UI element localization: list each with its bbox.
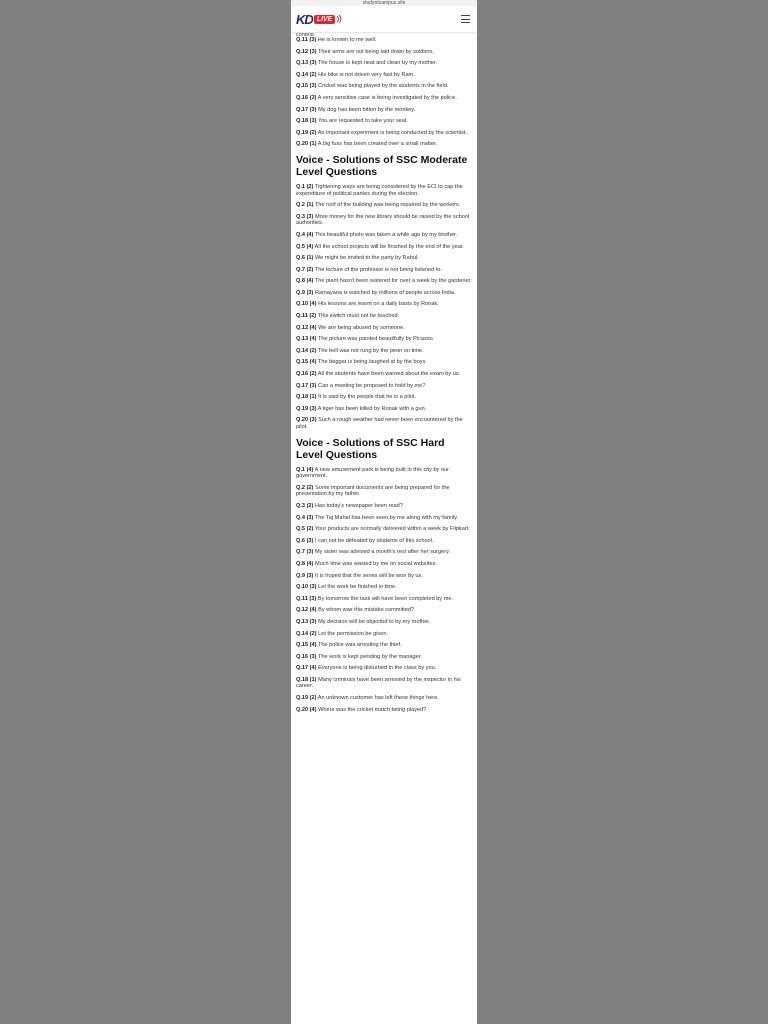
answer-item (296, 677, 472, 690)
question-number: Q.19 (3) (296, 405, 317, 412)
question-number: Q.3 (3) (296, 213, 314, 220)
answer-sentence: Everyone is being disturbed in the class by you. (318, 665, 437, 672)
answer-sentence: An unknown customer has left these things here. (317, 695, 439, 702)
question-number: Q.16 (3) (296, 94, 317, 101)
answer-sentence: A very sensitive case is being investigated by the police. (317, 94, 457, 101)
answer-item (296, 619, 472, 626)
logo-kd-text: KD (296, 11, 313, 27)
question-number: Q.18 (1) (296, 394, 317, 401)
answer-sentence: Ramayana is watched by millions of people across India. (314, 289, 456, 296)
question-number: Q.20 (4) (296, 706, 317, 713)
question-number: Q.7 (3) (296, 549, 314, 556)
answer-item (296, 95, 472, 102)
question-number: Q.9 (3) (296, 572, 314, 579)
question-number: Q.4 (3) (296, 514, 314, 521)
answer-sentence: Cricket was being played by the students in the field. (318, 83, 449, 90)
answer-item (296, 72, 472, 79)
hamburger-menu-icon[interactable] (461, 15, 470, 23)
question-number: Q.5 (2) (296, 526, 314, 533)
answer-item (296, 467, 472, 480)
answer-item (296, 406, 472, 413)
answer-item (296, 371, 472, 378)
answer-item (296, 607, 472, 614)
answer-sentence: All the school projects will be finished by the end of the year. (314, 243, 464, 250)
answer-item (296, 141, 472, 148)
answer-item (296, 654, 472, 661)
answer-sentence: My decision will be objected to by my mother. (318, 618, 431, 625)
question-number: Q.18 (1) (296, 676, 317, 683)
question-number: Q.11 (3) (296, 37, 317, 43)
question-number: Q.19 (2) (296, 129, 317, 136)
answer-item (296, 325, 472, 332)
answer-item (296, 359, 472, 366)
question-number: Q.14 (2) (296, 630, 317, 637)
hard-answers-list (296, 467, 472, 714)
answer-item (296, 336, 472, 343)
question-number: Q.12 (4) (296, 324, 317, 331)
answer-sentence: This switch must not be touched. (317, 313, 400, 320)
hard-section-title: Voice - Solutions of SSC Hard Level Questions (296, 436, 445, 461)
answer-sentence: Tightening ways are being considered by the ECI to cap the expenditure of political parties during the election. (296, 183, 463, 197)
answer-item (296, 313, 472, 320)
answer-sentence: The Taj Mahal has been seen by me along with my family. (314, 514, 459, 521)
answer-sentence: We might be invited to the party by Rahul. (314, 255, 419, 262)
question-number: Q.1 (2) (296, 183, 314, 190)
answer-item (296, 515, 472, 522)
question-number: Q.17 (3) (296, 382, 317, 389)
question-number: Q.13 (3) (296, 618, 317, 625)
answer-sentence: He is known to me well. (317, 37, 377, 43)
answer-item (296, 83, 472, 90)
question-number: Q.8 (4) (296, 278, 314, 285)
answer-item (296, 561, 472, 568)
question-number: Q.13 (3) (296, 60, 317, 67)
answer-sentence: I can not be defeated by students of this school. (314, 537, 434, 544)
answer-sentence: Their arms are not being laid down by soldiers. (317, 48, 434, 55)
answer-sentence: A tiger has been killed by Ronak with a gun. (317, 405, 427, 412)
answer-item (296, 214, 472, 227)
answer-item (296, 695, 472, 702)
browser-url[interactable]: studyotcampus.site (291, 0, 477, 6)
answer-sentence: It is hoped that the series will be won by us. (314, 572, 423, 579)
answer-item (296, 394, 472, 401)
question-number: Q.14 (2) (296, 71, 317, 78)
answer-item (296, 232, 472, 239)
question-number: Q.4 (4) (296, 231, 314, 238)
answer-item (296, 244, 472, 251)
answer-item (296, 584, 472, 591)
cut-off-text: context. (296, 33, 316, 37)
moderate-section-title: Voice - Solutions of SSC Moderate Level Questions (296, 153, 468, 178)
question-number: Q.3 (2) (296, 502, 314, 509)
answer-item (296, 290, 472, 297)
question-number: Q.6 (1) (296, 255, 314, 262)
answer-item (296, 267, 472, 274)
answer-item (296, 278, 472, 285)
answer-sentence: Much time was wasted by me on social websites. (314, 560, 437, 567)
answer-sentence: It is said by the people that he is a pilot. (318, 394, 417, 401)
broadcast-icon (336, 15, 343, 23)
question-number: Q.18 (3) (296, 118, 317, 125)
question-number: Q.5 (4) (296, 243, 314, 250)
answer-sentence: A big fuss has been created over a small matter. (317, 141, 438, 148)
answer-sentence: We are being abused by someone. (318, 324, 405, 331)
answer-sentence: All the students have been warned about the exam by us. (317, 371, 461, 378)
question-number: Q.15 (3) (296, 83, 317, 90)
answer-sentence: The lecture of the professor is not being listened to. (314, 266, 443, 273)
answer-sentence: My dog has been bitten by the monkey. (318, 106, 416, 113)
easy-answers-list (296, 37, 472, 148)
question-number: Q.9 (3) (296, 289, 314, 296)
site-header (291, 6, 477, 33)
question-number: Q.12 (3) (296, 48, 317, 55)
answer-item (296, 485, 472, 498)
answer-item (296, 383, 472, 390)
answer-item (296, 348, 472, 355)
question-number: Q.2 (2) (296, 484, 314, 491)
answer-item (296, 107, 472, 114)
page-viewport (291, 0, 477, 1024)
answer-sentence: The bell was not rung by the peon on time. (317, 347, 424, 354)
answer-sentence: Let the permission be given. (318, 630, 389, 637)
question-number: Q.12 (4) (296, 607, 317, 614)
question-number: Q.10 (4) (296, 301, 317, 308)
answer-item (296, 538, 472, 545)
answer-sentence: Many criminals have been arrested by the inspector in his career. (296, 676, 461, 690)
question-number: Q.8 (4) (296, 560, 314, 567)
question-number: Q.16 (3) (296, 653, 317, 660)
answer-sentence: This beautiful photo was taken a while ago by my brother. (314, 231, 458, 238)
answer-item (296, 49, 472, 56)
answer-item (296, 184, 472, 197)
question-number: Q.1 (4) (296, 466, 314, 473)
answer-sentence: More money for the new library should be raised by the school authorities. (296, 213, 470, 227)
answer-item (296, 573, 472, 580)
answer-item (296, 503, 472, 510)
article-content (291, 33, 477, 713)
answer-sentence: By tomorrow the task will have been completed by me. (317, 595, 454, 602)
answer-item (296, 642, 472, 649)
answer-sentence: Such a rough weather had never been encountered by the pilot. (296, 417, 463, 430)
answer-sentence: An important experiment is being conducted by the scientist. (317, 129, 468, 136)
answer-item (296, 202, 472, 209)
answer-item (296, 417, 472, 430)
question-number: Q.15 (4) (296, 359, 317, 366)
answer-item (296, 665, 472, 672)
question-number: Q.16 (2) (296, 371, 317, 378)
question-number: Q.11 (3) (296, 595, 317, 602)
answer-sentence: The police was arresting the thief. (317, 642, 402, 649)
question-number: Q.10 (3) (296, 584, 317, 591)
question-number: Q.19 (2) (296, 695, 317, 702)
answer-sentence: The house is kept neat and clean by my mother. (317, 60, 438, 67)
logo-live-badge: LIVE (314, 15, 336, 24)
moderate-answers-list (296, 184, 472, 431)
question-number: Q.15 (4) (296, 642, 317, 649)
question-number: Q.20 (1) (296, 141, 317, 148)
answer-item (296, 60, 472, 67)
question-number: Q.17 (3) (296, 106, 317, 113)
site-logo[interactable] (296, 10, 343, 28)
answer-sentence: Where was the cricket match being played? (318, 706, 427, 713)
question-number: Q.13 (4) (296, 336, 317, 343)
answer-sentence: The roof of the building was being repaired by the workers. (314, 202, 461, 209)
answer-sentence: You are requested to take your seat. (317, 118, 408, 125)
answer-sentence: By whom was this mistake committed? (318, 607, 415, 614)
answer-sentence: Your products are normally delivered within a week by Flipkart. (314, 526, 470, 533)
answer-sentence: Can a meeting be proposed to hold by me? (318, 382, 426, 389)
question-number: Q.7 (2) (296, 266, 314, 273)
answer-item (296, 631, 472, 638)
answer-sentence: A new amusement park is being built in this city by our government. (296, 466, 449, 480)
answer-sentence: The work is kept pending by the manager. (317, 653, 422, 660)
question-number: Q.2 (1) (296, 202, 314, 209)
question-number: Q.17 (4) (296, 665, 317, 672)
answer-sentence: The picture was painted beautifully by Picasso. (317, 336, 435, 343)
answer-sentence: His lessons are learnt on a daily basis by Ronak. (318, 301, 439, 308)
answer-item (296, 549, 472, 556)
answer-item (296, 596, 472, 603)
answer-item (296, 37, 472, 44)
answer-sentence: Some important documents are being prepared for the presentation by my father. (296, 484, 450, 498)
answer-item (296, 526, 472, 533)
answer-sentence: The beggar is being laughed at by the boys. (317, 359, 427, 366)
answer-sentence: The plant hasn't been watered for over a week by the gardener. (314, 278, 472, 285)
answer-item (296, 707, 472, 714)
answer-sentence: Has today's newspaper been read? (314, 502, 403, 509)
answer-item (296, 130, 472, 137)
answer-item (296, 118, 472, 125)
answer-sentence: My sister was advised a month's rest after her surgery. (314, 549, 450, 556)
question-number: Q.11 (2) (296, 313, 317, 320)
answer-item (296, 255, 472, 262)
question-number: Q.20 (3) (296, 417, 317, 424)
question-number: Q.6 (3) (296, 537, 314, 544)
question-number: Q.14 (2) (296, 347, 317, 354)
answer-sentence: His bike is not driven very fast by Ram. (318, 71, 415, 78)
answer-sentence: Let the work be finished in time. (318, 584, 397, 591)
answer-item (296, 301, 472, 308)
